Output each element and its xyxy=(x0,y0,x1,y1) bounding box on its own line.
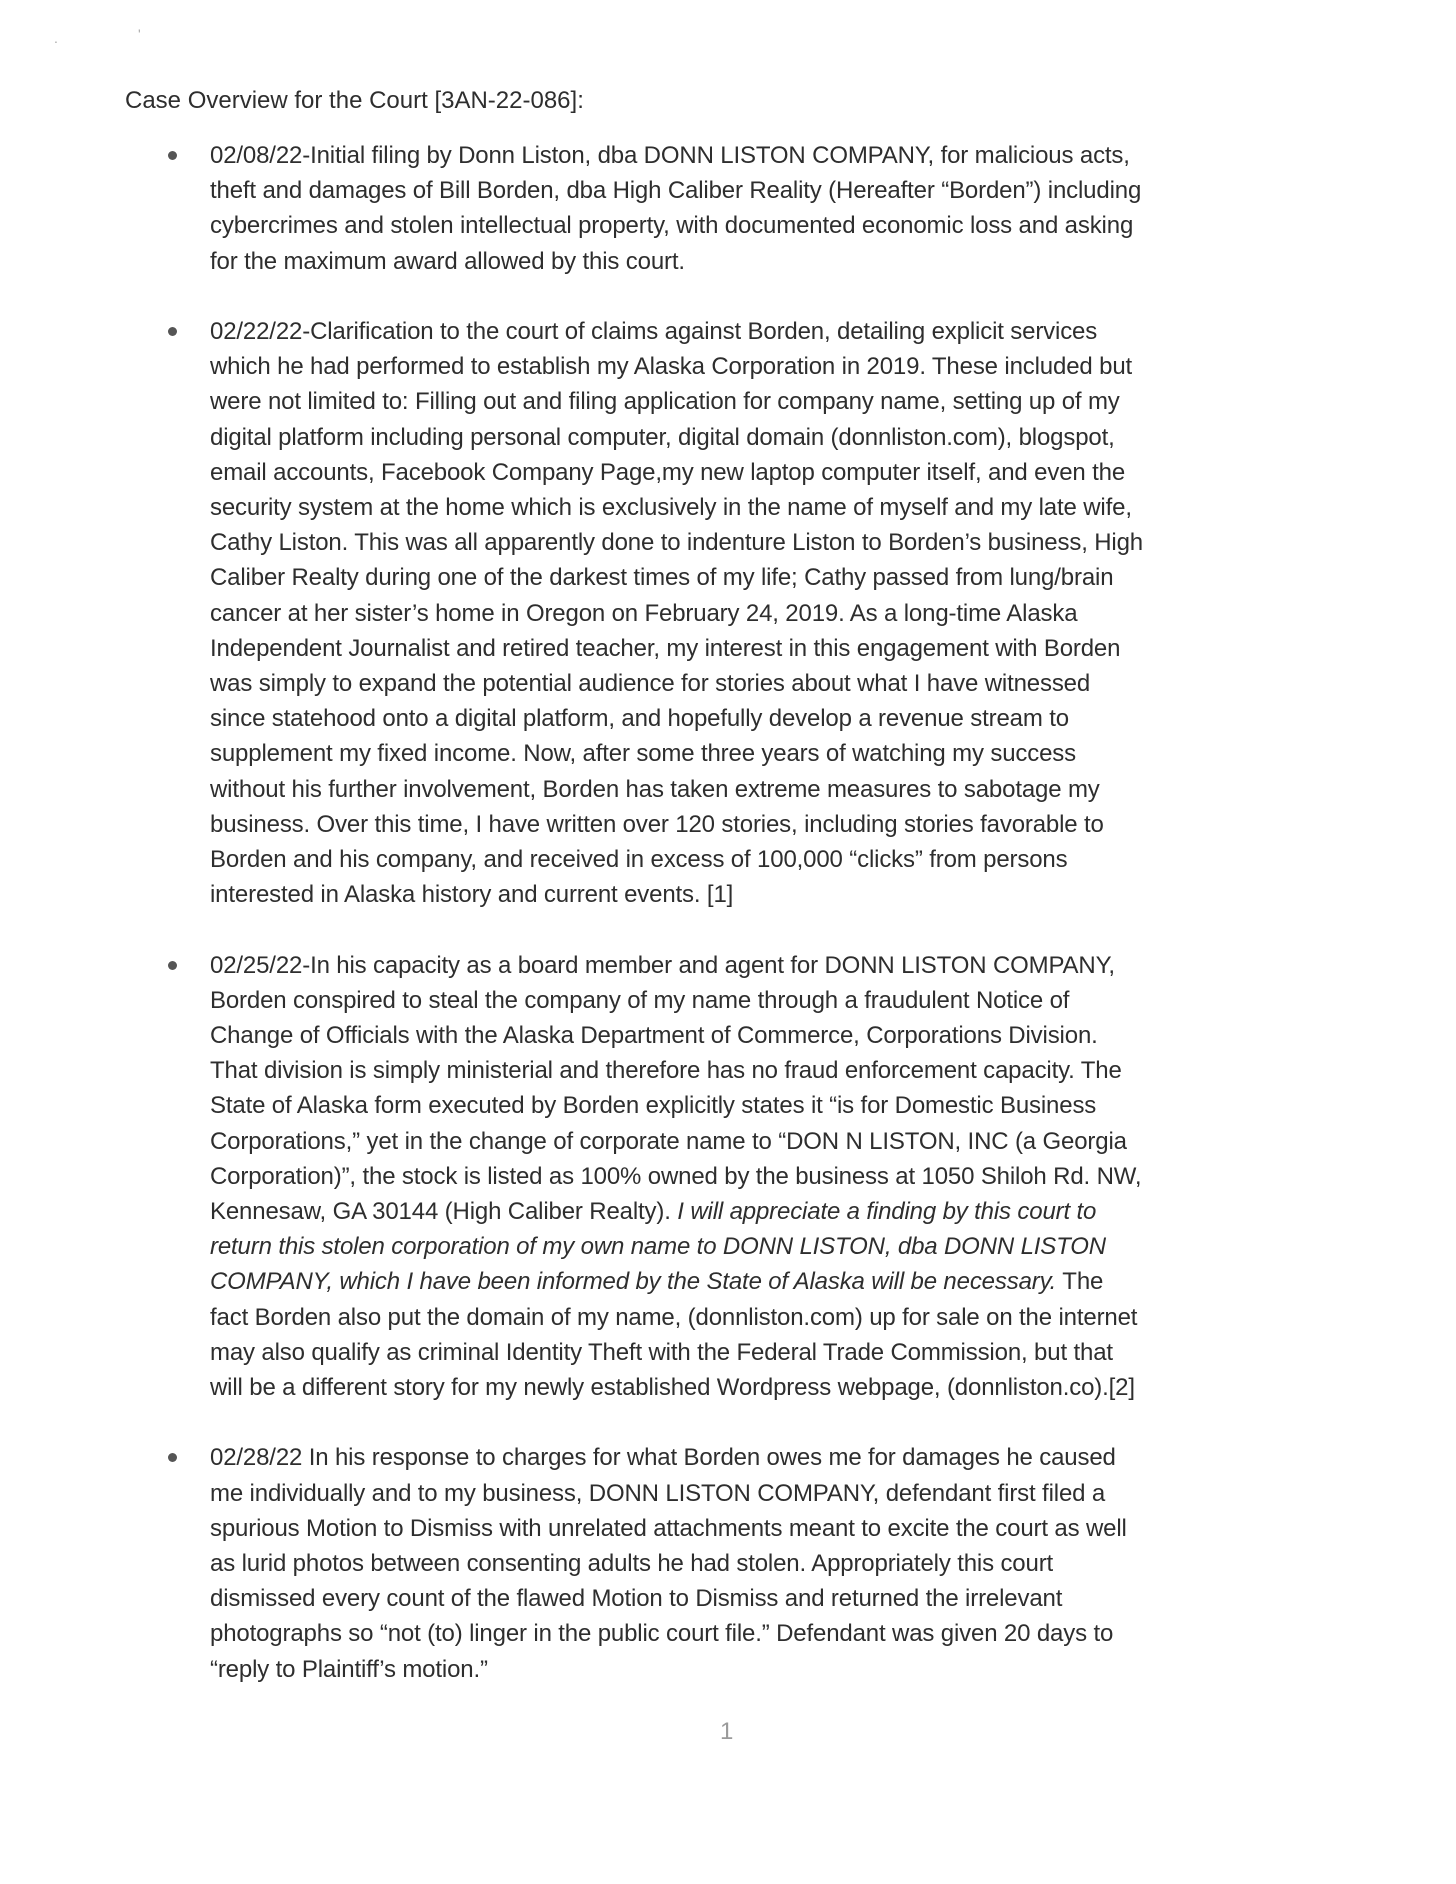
entry-line: interested in Alaska history and current events. [1] xyxy=(210,881,734,909)
text-segment: The xyxy=(1056,1268,1104,1296)
bullet-icon xyxy=(168,961,177,970)
entry-line: State of Alaska form executed by Borden explicitly states it “is for Domestic Business xyxy=(210,1092,1097,1120)
entry-line: 02/08/22-Initial filing by Donn Liston, dba DONN LISTON COMPANY, for malicious acts, xyxy=(210,142,1130,169)
entry-line: will be a different story for my newly established Wordpress webpage, (donnliston.co).[2] xyxy=(210,1374,1135,1402)
scan-mark: . xyxy=(54,30,58,46)
entry-line: fact Borden also put the domain of my name, (donnliston.com) up for sale on the internet xyxy=(210,1303,1138,1331)
entry-line: cybercrimes and stolen intellectual property, with documented economic loss and asking xyxy=(210,212,1134,240)
entry-line: 02/22/22-Clarification to the court of claims against Borden, detailing explicit services xyxy=(210,318,1098,345)
entry-line: Corporation)”, the stock is listed as 100% owned by the business at 1050 Shiloh Rd. NW, xyxy=(210,1162,1142,1190)
timeline-entry xyxy=(0,948,1456,1406)
entry-line: supplement my fixed income. Now, after some three years of watching my success xyxy=(210,740,1076,768)
entry-line: which he had performed to establish my Alaska Corporation in 2019. These included but xyxy=(210,353,1133,381)
entry-line: photographs so “not (to) linger in the public court file.” Defendant was given 20 days to xyxy=(210,1620,1114,1648)
entry-line: since statehood onto a digital platform, and hopefully develop a revenue stream to xyxy=(210,705,1069,733)
entry-line: “reply to Plaintiff’s motion.” xyxy=(210,1655,488,1683)
bullet-icon xyxy=(168,151,177,160)
entry-line: was simply to expand the potential audience for stories about what I have witnessed xyxy=(210,670,1091,698)
scan-mark: ' xyxy=(138,26,141,42)
entry-line: security system at the home which is exclusively in the name of myself and my late wife, xyxy=(210,494,1132,522)
entry-line: business. Over this time, I have written over 120 stories, including stories favorable to xyxy=(210,810,1104,838)
entry-line: Change of Officials with the Alaska Department of Commerce, Corporations Division. xyxy=(210,1022,1098,1050)
entry-line: Borden and his company, and received in excess of 100,000 “clicks” from persons xyxy=(210,846,1068,874)
entry-line: Borden conspired to steal the company of my name through a fraudulent Notice of xyxy=(210,986,1070,1014)
italic-text: I will appreciate a finding by this court to xyxy=(677,1198,1097,1226)
bullet-icon xyxy=(168,327,177,336)
entry-line: Caliber Realty during one of the darkest times of my life; Cathy passed from lung/brain xyxy=(210,564,1114,592)
entry-line: as lurid photos between consenting adults he had stolen. Appropriately this court xyxy=(210,1550,1054,1578)
entry-line: cancer at her sister’s home in Oregon on February 24, 2019. As a long-time Alaska xyxy=(210,599,1078,627)
entry-line: theft and damages of Bill Borden, dba High Caliber Reality (Hereafter “Borden”) including xyxy=(210,177,1142,205)
entry-line: spurious Motion to Dismiss with unrelated attachments meant to excite the court as well xyxy=(210,1514,1127,1542)
entry-line: Independent Journalist and retired teacher, my interest in this engagement with Borden xyxy=(210,634,1121,662)
entry-line: dismissed every count of the flawed Motion to Dismiss and returned the irrelevant xyxy=(210,1585,1063,1613)
timeline-entry xyxy=(0,138,1456,279)
entry-line: 02/28/22 In his response to charges for what Borden owes me for damages he caused xyxy=(210,1444,1116,1472)
entry-line: digital platform including personal computer, digital domain (donnliston.com), blogspot, xyxy=(210,423,1115,451)
italic-text: return this stolen corporation of my own name to DONN LISTON, dba DONN LISTON xyxy=(210,1233,1106,1261)
entry-line xyxy=(210,1229,1456,1264)
entry-line: me individually and to my business, DONN LISTON COMPANY, defendant first filed a xyxy=(210,1479,1106,1507)
timeline-entry xyxy=(0,314,1456,912)
page-number: 1 xyxy=(720,1718,734,1745)
document-title: Case Overview for the Court [3AN-22-086]: xyxy=(125,87,584,114)
case-timeline-list xyxy=(0,138,1456,1722)
entry-line: Cathy Liston. This was all apparently done to indenture Liston to Borden’s business, High xyxy=(210,529,1143,557)
text-segment: Kennesaw, GA 30144 (High Caliber Realty). xyxy=(210,1198,678,1226)
entry-line: for the maximum award allowed by this court. xyxy=(210,247,685,275)
entry-line xyxy=(210,1264,1456,1299)
entry-line: That division is simply ministerial and therefore has no fraud enforcement capacity. The xyxy=(210,1057,1122,1085)
entry-line: email accounts, Facebook Company Page,my new laptop computer itself, and even the xyxy=(210,458,1126,486)
entry-line: without his further involvement, Borden has taken extreme measures to sabotage my xyxy=(210,775,1100,803)
timeline-entry xyxy=(0,1440,1456,1686)
entry-line: 02/25/22-In his capacity as a board member and agent for DONN LISTON COMPANY, xyxy=(210,951,1115,979)
entry-line: Corporations,” yet in the change of corporate name to “DON N LISTON, INC (a Georgia xyxy=(210,1127,1127,1155)
entry-line: may also qualify as criminal Identity Theft with the Federal Trade Commission, but that xyxy=(210,1338,1113,1366)
entry-line: were not limited to: Filling out and filing application for company name, setting up of my xyxy=(210,388,1120,416)
entry-line xyxy=(210,1194,1456,1229)
bullet-icon xyxy=(168,1453,177,1462)
italic-text: COMPANY, which I have been informed by the State of Alaska will be necessary. xyxy=(210,1268,1057,1296)
